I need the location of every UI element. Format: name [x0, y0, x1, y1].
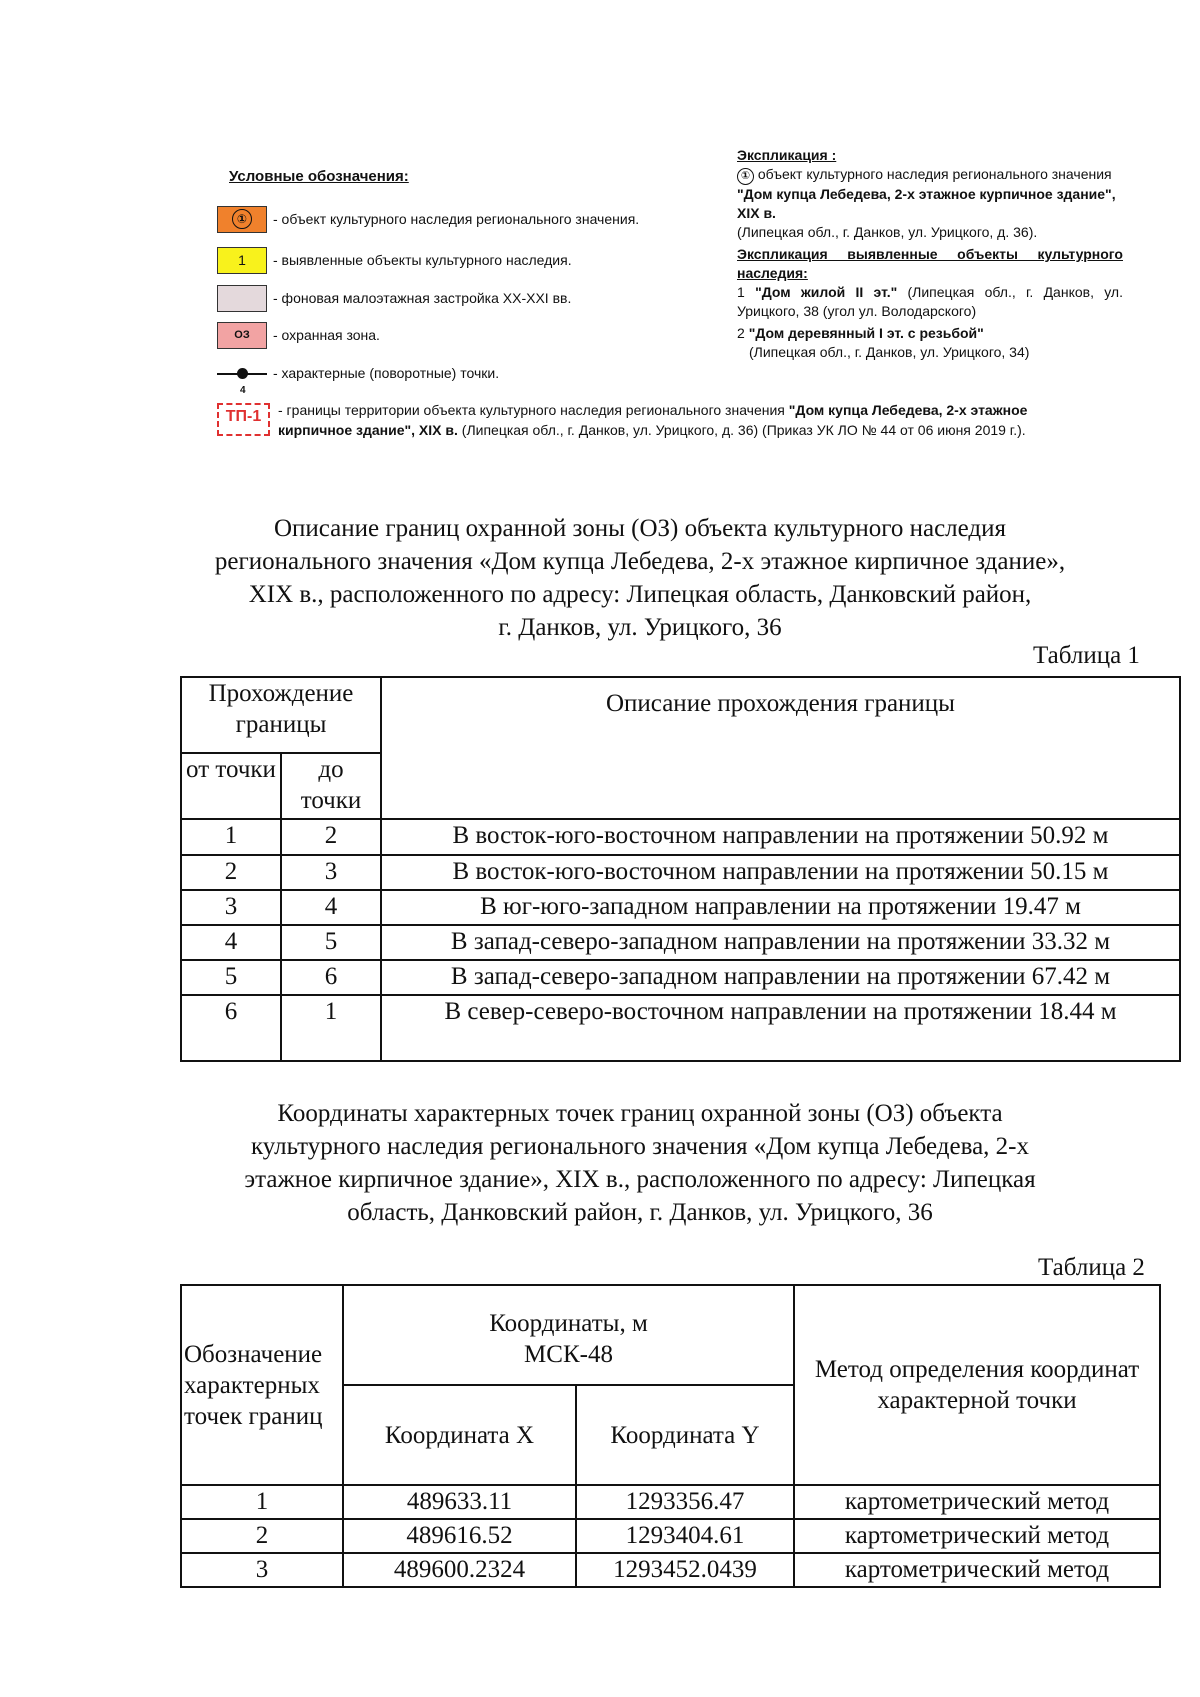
section-heading-coordinates: Координаты характерных точек границ охранной зоны (ОЗ) объекта культурного наследия регионального значения «Дом купца Лебедева, 2-х этажное кирпичное здание», XIX в., расположенного по адресу: Липецкая область, Данковский район, г. Данков, ул. Урицкого, 36: [244, 1100, 1036, 1226]
tp-boundary-description: - границы территории объекта культурного наследия регионального значения "Дом купца Лебедева, 2-х этажное кирпичное здание", XIX в. (Липецкая обл., г. Данков, ул. Урицкого, д. 36) (Приказ УК ЛО № 44 от 06 июня 2019 г.).: [278, 402, 1028, 438]
legend-item-protection-zone: [217, 320, 380, 350]
explication-item-2: 1 "Дом жилой II эт." (Липецкая обл., г. Данков, ул. Урицкого, 38 (угол ул. Володарского): [737, 284, 1123, 319]
orange-swatch: [217, 206, 267, 233]
legend-item-label: - выявленные объекты культурного наследия.: [273, 252, 572, 268]
table-row: 3 4 В юг-юго-западном направлении на протяжении 19.47 м: [181, 890, 1180, 925]
header-method: Метод определения координат характерной точки: [794, 1285, 1160, 1485]
coordinates-table: [180, 1284, 1161, 1588]
table-row: 5 6 В запад-северо-западном направлении на протяжении 67.42 м: [181, 960, 1180, 995]
legend-item-label: - фоновая малоэтажная застройка XX-XXI вв.: [273, 290, 572, 306]
table-1-label: Таблица 1: [1033, 642, 1140, 669]
header-point: Обозначение характерных точек границ: [181, 1285, 343, 1485]
table-row: 2 3 В восток-юго-восточном направлении на протяжении 50.15 м: [181, 855, 1180, 890]
table-row: 6 1 В север-северо-восточном направлении на протяжении 18.44 м: [181, 995, 1180, 1061]
header-pass: Прохождение границы: [181, 677, 381, 753]
header-coords: Координаты, м МСК-48: [343, 1285, 794, 1385]
table-row: 4 5 В запад-северо-западном направлении на протяжении 33.32 м: [181, 925, 1180, 960]
header-x: Координата X: [343, 1385, 576, 1485]
swatch-label: ОЗ: [234, 329, 250, 341]
swatch-number: 1: [238, 252, 246, 268]
section-heading-boundaries: Описание границ охранной зоны (ОЗ) объекта культурного наследия регионального значения «Дом купца Лебедева, 2-х этажное кирпичное здание», XIX в., расположенного по адресу: Липецкая область, Данковский район, г. Данков, ул. Урицкого, 36: [214, 515, 1066, 641]
table-row: 1 2 В восток-юго-восточном направлении на протяжении 50.92 м: [181, 819, 1180, 855]
table-2-label: Таблица 2: [1038, 1254, 1145, 1281]
legend-item-regional-object: [217, 204, 639, 234]
legend-item-label: - характерные (поворотные) точки.: [273, 365, 500, 381]
pink-swatch: [217, 322, 267, 349]
header-y: Координата Y: [576, 1385, 794, 1485]
explication-item-3: 2 "Дом деревянный I эт. с резьбой" (Липецкая обл., г. Данков, ул. Урицкого, 34): [737, 325, 1030, 360]
tp-boundary-icon: ТП-1: [217, 403, 270, 436]
table-row: 1 489633.11 1293356.47 картометрический метод: [181, 1485, 1160, 1519]
explication-block: [737, 146, 1123, 362]
legend-item-turning-points: [217, 358, 499, 388]
header-from: от точки: [181, 753, 281, 819]
header-desc: Описание прохождения границы: [381, 677, 1180, 819]
legend-title: Условные обозначения:: [229, 168, 409, 185]
yellow-swatch: [217, 247, 267, 274]
gray-swatch: [217, 285, 267, 312]
circled-number-icon: ①: [232, 209, 252, 229]
explication-item-1: ① объект культурного наследия регионального значения "Дом купца Лебедева, 2-х этажное курпичное здание", XIX в. (Липецкая обл., г. Данков, ул. Урицкого, д. 36).: [737, 166, 1116, 240]
legend-item-label: - охранная зона.: [273, 327, 380, 343]
turning-point-number: 4: [240, 385, 246, 396]
boundary-description-table: [180, 676, 1181, 1062]
legend-item-label: - объект культурного наследия регионального значения.: [273, 211, 640, 227]
circled-number-icon: ①: [737, 168, 754, 185]
table-row: 2 489616.52 1293404.61 картометрический метод: [181, 1519, 1160, 1553]
explication-title-identified: Экспликация выявленные объекты культурного наследия:: [737, 246, 1123, 281]
table-row: 3 489600.2324 1293452.0439 картометрический метод: [181, 1553, 1160, 1587]
legend-item-identified-objects: [217, 245, 572, 275]
turning-point-icon: [217, 360, 267, 387]
explication-title: Экспликация :: [737, 147, 837, 163]
legend-item-background-buildings: [217, 283, 571, 313]
header-to: до точки: [281, 753, 381, 819]
